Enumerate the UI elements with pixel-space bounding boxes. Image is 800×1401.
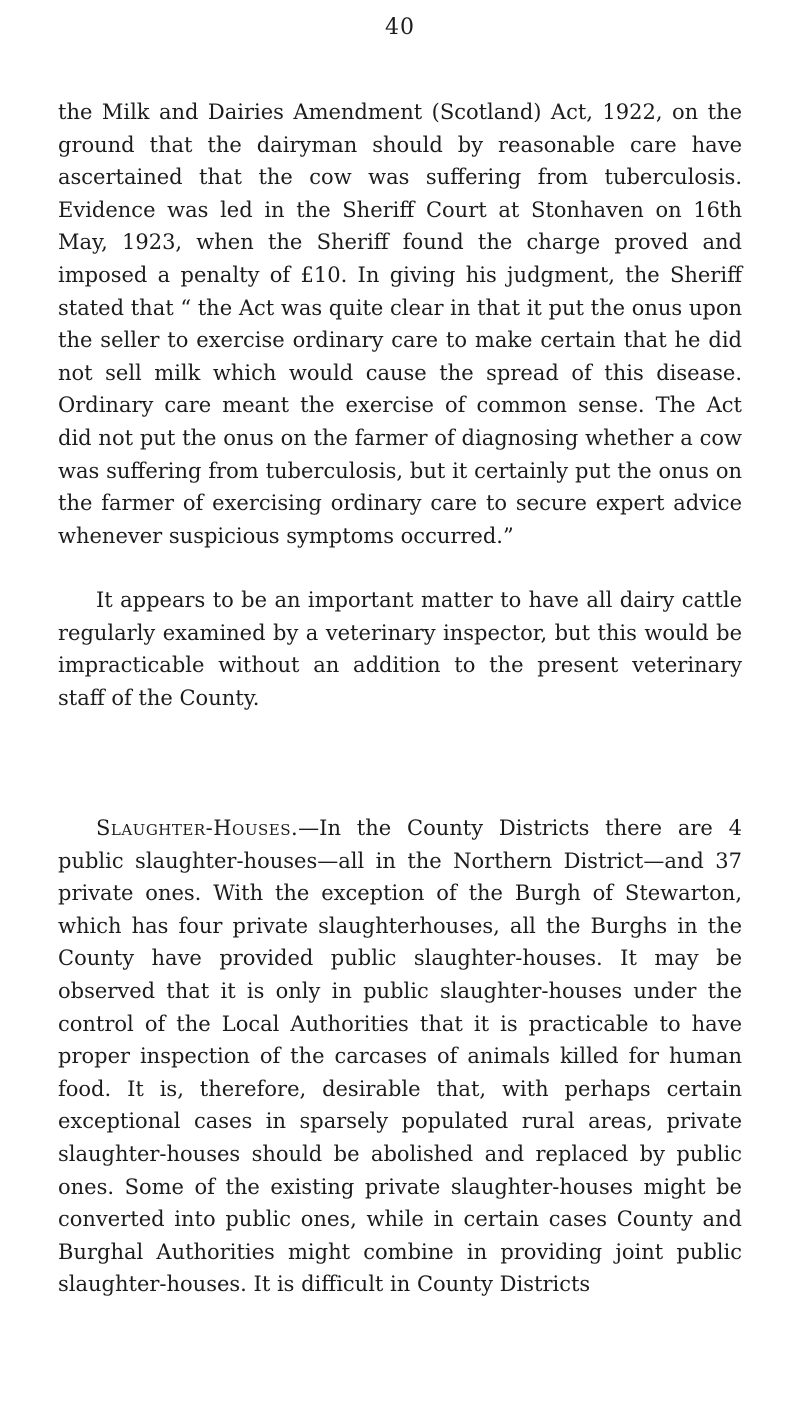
section-heading-slaughter-houses: Slaughter-Houses. [96, 816, 299, 840]
paragraph-dairy-inspection: It appears to be an important matter to have all dairy cattle regularly examined by a veterinary inspector, but this would be impracticable without an addition to the present veterinary staff of the County. [58, 588, 742, 710]
slaughter-houses-body: —In the County Districts there are 4 public slaughter-houses—all in the Northern District—and 37 private ones. With the exception of the Burgh of Stewarton, which has four private slaughterhouses, all the Burghs in the County have provided public slaughter-houses. It may be observed that it is only in public slaughter-houses under the control of the Local Authorities that it is practicable to have proper inspection of the carcases of animals killed for human food. It is, therefore, desirable that, with perhaps certain exceptional cases in sparsely populated rural areas, private slaughter-houses should be abolished and replaced by public ones. Some of the existing private slaughter-houses might be converted into public ones, while in certain cases County and Burghal Authorities might combine in providing joint public slaughter-houses. It is difficult in County Districts [58, 816, 742, 1297]
paragraph-milk-dairies-case: the Milk and Dairies Amendment (Scotland) Act, 1922, on the ground that the dairyman should by reasonable care have ascertained that the cow was suffering from tuberculosis. Evidence was led in the Sheriff Court at Stonhaven on 16th May, 1923, when the Sheriff found the charge proved and imposed a penalty of £10. In giving his judgment, the Sheriff stated that “ the Act was quite clear in that it put the onus upon the seller to exercise ordinary care to make certain that he did not sell milk which would cause the spread of this disease. Ordinary care meant the exercise of common sense. The Act did not put the onus on the farmer of diagnosing whether a cow was suffering from tuberculosis, but it certainly put the onus on the farmer of exercising ordinary care to secure expert advice whenever suspicious symptoms occurred.” [58, 100, 742, 548]
paragraph-slaughter-houses [58, 812, 742, 1301]
page-number: 40 [385, 15, 415, 40]
